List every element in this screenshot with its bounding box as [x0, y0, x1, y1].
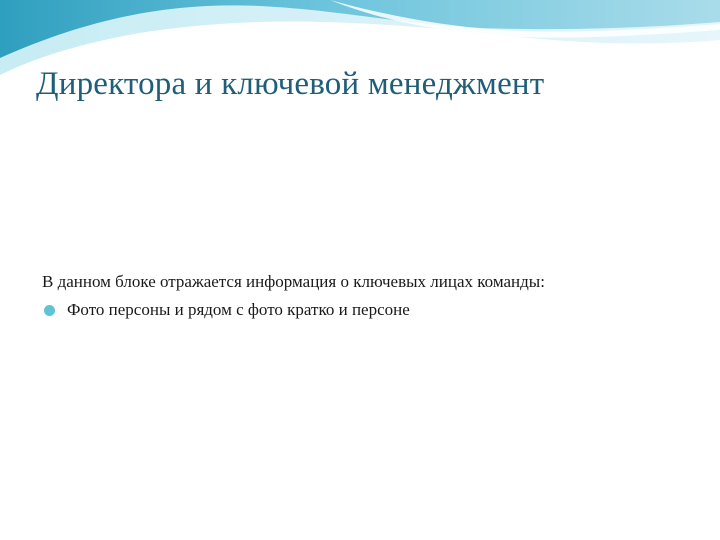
slide-body — [42, 268, 692, 324]
bullet-text: Фото персоны и рядом с фото кратко и персоне — [67, 300, 410, 319]
intro-text: В данном блоке отражается информация о ключевых лицах команды: — [42, 272, 545, 291]
slide-title: Директора и ключевой менеджмент — [36, 66, 545, 102]
bullet-icon — [44, 305, 55, 316]
bullet-item — [42, 296, 692, 324]
